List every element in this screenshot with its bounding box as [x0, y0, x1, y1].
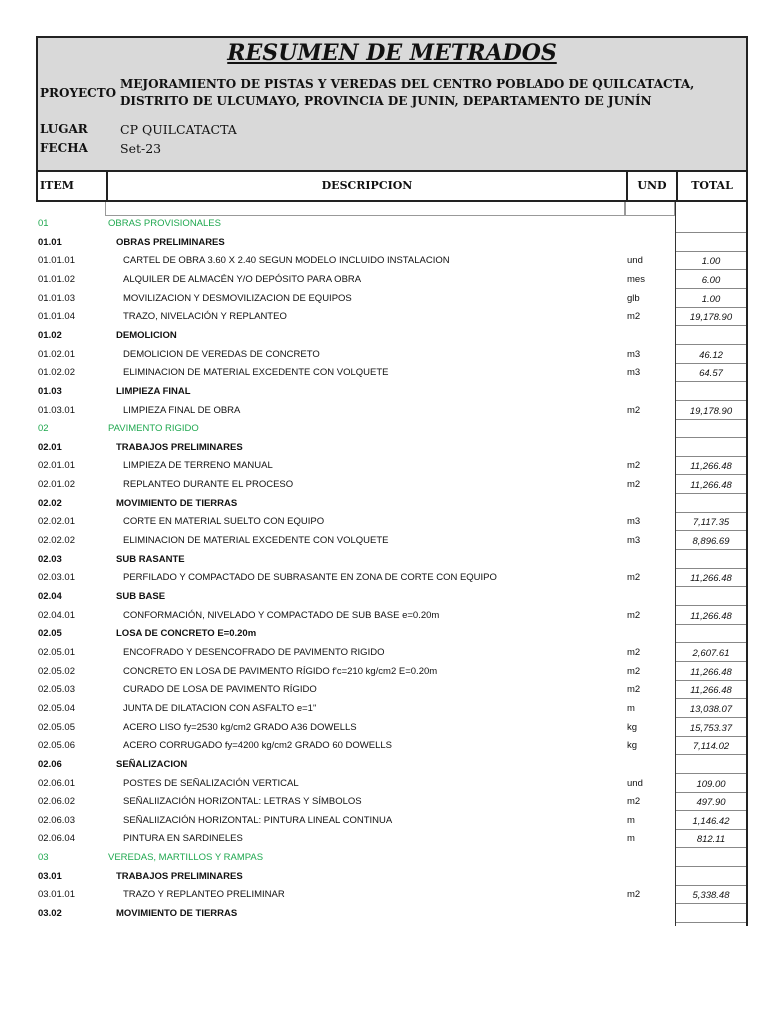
item-unit: m2: [627, 479, 641, 491]
item-unit: mes: [627, 273, 645, 285]
item-unit: kg: [627, 721, 638, 733]
item-code: 01.02.02: [38, 367, 75, 379]
item-description: CONFORMACIÓN, NIVELADO Y COMPACTADO DE SUB BASE e=0.20m: [123, 609, 440, 621]
document-header: [36, 36, 748, 172]
proyecto-label: PROYECTO: [40, 86, 117, 100]
item-description: DEMOLICION DE VEREDAS DE CONCRETO: [123, 348, 320, 360]
table-row: [0, 252, 768, 270]
item-total: 11,266.48: [676, 683, 746, 699]
item-unit: m2: [627, 796, 641, 808]
blank-spacer-cell: [625, 202, 675, 216]
item-unit: m2: [627, 684, 641, 696]
table-row: [0, 308, 768, 326]
item-code: 03.01: [38, 870, 62, 882]
item-unit: m2: [627, 404, 641, 416]
item-description: CORTE EN MATERIAL SUELTO CON EQUIPO: [123, 516, 325, 528]
item-code: 02.03: [38, 553, 62, 565]
item-code: 01.01.01: [38, 255, 75, 267]
item-total: [676, 870, 746, 886]
item-code: 02.03.01: [38, 572, 75, 584]
table-row: [0, 513, 768, 531]
table-row: [0, 886, 768, 904]
item-description: ACERO CORRUGADO fy=4200 kg/cm2 GRADO 60 DOWELLS: [123, 740, 392, 752]
fecha-value: Set-23: [120, 141, 162, 156]
item-total: 13,038.07: [676, 702, 746, 718]
item-description: OBRAS PRELIMINARES: [116, 236, 225, 248]
item-total: 2,607.61: [676, 646, 746, 662]
item-description: SEÑALIIZACIÓN HORIZONTAL: LETRAS Y SÍMBOLOS: [123, 796, 362, 808]
table-row: [0, 271, 768, 289]
document-title: RESUMEN DE METRADOS: [227, 40, 557, 66]
table-row: [0, 681, 768, 699]
item-description: TRABAJOS PRELIMINARES: [116, 870, 243, 882]
lugar-value: CP QUILCATACTA: [120, 122, 237, 137]
item-total: 11,266.48: [676, 478, 746, 494]
item-code: 01.03.01: [38, 404, 75, 416]
item-code: 02.05: [38, 628, 62, 640]
table-row: [0, 439, 768, 457]
table-row: [0, 607, 768, 625]
item-description: ELIMINACION DE MATERIAL EXCEDENTE CON VOLQUETE: [123, 367, 389, 379]
item-code: 01.03: [38, 385, 62, 397]
item-total: [676, 385, 746, 401]
item-code: 02.02.01: [38, 516, 75, 528]
item-unit: m: [627, 833, 635, 845]
item-code: 02.05.05: [38, 721, 75, 733]
item-code: 01.01.03: [38, 292, 75, 304]
item-total: 11,266.48: [676, 609, 746, 625]
item-code: 02.04.01: [38, 609, 75, 621]
item-description: TRAZO, NIVELACIÓN Y REPLANTEO: [123, 311, 287, 323]
item-description: POSTES DE SEÑALIZACIÓN VERTICAL: [123, 777, 299, 789]
item-total: 7,114.02: [676, 739, 746, 755]
col-item: ITEM: [40, 179, 74, 192]
table-row: [0, 737, 768, 755]
item-total: 7,117.35: [676, 515, 746, 531]
item-total: 46.12: [676, 348, 746, 364]
item-description: VEREDAS, MARTILLOS Y RAMPAS: [108, 852, 264, 864]
table-row: [0, 327, 768, 345]
item-description: SUB BASE: [116, 591, 166, 602]
item-description: JUNTA DE DILATACION CON ASFALTO e=1": [123, 702, 317, 714]
item-total: 64.57: [676, 366, 746, 382]
item-total: 1,146.42: [676, 814, 746, 830]
item-description: DEMOLICION: [116, 329, 177, 341]
item-unit: kg: [627, 740, 638, 752]
item-description: ELIMINACION DE MATERIAL EXCEDENTE CON VOLQUETE: [123, 535, 389, 547]
item-description: LOSA DE CONCRETO E=0.20m: [116, 628, 257, 640]
item-total: 11,266.48: [676, 571, 746, 587]
item-description: CARTEL DE OBRA 3.60 X 2.40 SEGUN MODELO INCLUIDO INSTALACION: [123, 255, 450, 267]
item-code: 02.01.01: [38, 460, 75, 472]
item-total: 6.00: [676, 273, 746, 289]
item-description: LIMPIEZA FINAL: [116, 385, 191, 397]
table-row: [0, 625, 768, 643]
item-code: 01.01: [38, 236, 62, 248]
item-unit: m2: [627, 311, 641, 323]
item-total: 497.90: [676, 795, 746, 811]
item-total: [676, 851, 746, 867]
item-total: 109.00: [676, 777, 746, 793]
item-code: 02.02: [38, 497, 62, 509]
item-code: 02.06.04: [38, 833, 75, 845]
item-total: [676, 590, 746, 606]
item-total: 5,338.48: [676, 888, 746, 904]
table-row: [0, 495, 768, 513]
item-code: 02: [38, 423, 49, 435]
item-code: 02.01: [38, 441, 62, 453]
item-description: PAVIMENTO RIGIDO: [108, 423, 199, 435]
table-row: [0, 849, 768, 867]
item-description: SEÑALIIZACIÓN HORIZONTAL: PINTURA LINEAL CONTINUA: [123, 814, 393, 826]
item-unit: m2: [627, 665, 641, 677]
item-total: 19,178.90: [676, 310, 746, 326]
proyecto-value: MEJORAMIENTO DE PISTAS Y VEREDAS DEL CENTRO POBLADO DE QUILCATACTA, DISTRITO DE ULCUMAYO, PROVINCIA DE JUNIN, DEPARTAMENTO DE JUNÍN: [120, 77, 695, 108]
item-description: LIMPIEZA FINAL DE OBRA: [123, 404, 241, 416]
item-code: 02.04: [38, 591, 62, 602]
item-total: 11,266.48: [676, 665, 746, 681]
item-total: [676, 758, 746, 774]
item-unit: m3: [627, 367, 641, 379]
item-unit: m2: [627, 460, 641, 472]
table-row: [0, 793, 768, 811]
table-row: [0, 830, 768, 848]
item-unit: m2: [627, 646, 641, 658]
item-code: 02.06.03: [38, 814, 75, 826]
item-description: TRAZO Y REPLANTEO PRELIMINAR: [123, 889, 285, 901]
item-code: 02.05.02: [38, 665, 75, 677]
table-row: [0, 663, 768, 681]
item-total: 1.00: [676, 254, 746, 270]
column-header-row: [36, 172, 748, 202]
table-row: [0, 868, 768, 886]
item-description: CURADO DE LOSA DE PAVIMENTO RÍGIDO: [123, 684, 317, 696]
table-row: [0, 420, 768, 438]
table-row: [0, 700, 768, 718]
item-description: MOVILIZACION Y DESMOVILIZACION DE EQUIPOS: [123, 292, 352, 304]
item-description: REPLANTEO DURANTE EL PROCESO: [123, 479, 294, 491]
table-row: [0, 215, 768, 233]
item-code: 02.01.02: [38, 479, 75, 491]
item-total: [676, 236, 746, 252]
item-code: 02.06: [38, 758, 62, 770]
item-description: PINTURA EN SARDINELES: [123, 833, 243, 845]
item-total: 812.11: [676, 832, 746, 848]
item-total: [676, 907, 746, 923]
item-unit: m2: [627, 889, 641, 901]
item-description: ACERO LISO fy=2530 kg/cm2 GRADO A36 DOWELLS: [123, 721, 357, 733]
item-total: [676, 217, 746, 233]
table-row: [0, 569, 768, 587]
table-row: [0, 234, 768, 252]
item-description: ENCOFRADO Y DESENCOFRADO DE PAVIMENTO RIGIDO: [123, 646, 385, 658]
item-code: 02.02.02: [38, 535, 75, 547]
table-row: [0, 290, 768, 308]
table-row: [0, 588, 768, 606]
item-total: [676, 441, 746, 457]
item-description: SUB RASANTE: [116, 553, 185, 565]
item-description: MOVIMIENTO DE TIERRAS: [116, 497, 238, 509]
item-total: [676, 422, 746, 438]
item-description: CONCRETO EN LOSA DE PAVIMENTO RÍGIDO f'c=210 kg/cm2 E=0.20m: [123, 665, 438, 677]
item-unit: m: [627, 702, 635, 714]
table-row: [0, 812, 768, 830]
item-unit: m: [627, 814, 635, 826]
table-row: [0, 476, 768, 494]
table-row: [0, 402, 768, 420]
blank-spacer-cell: [105, 202, 625, 216]
table-row: [0, 532, 768, 550]
item-description: TRABAJOS PRELIMINARES: [116, 441, 243, 453]
item-code: 02.05.06: [38, 740, 75, 752]
item-code: 01.01.04: [38, 311, 75, 323]
item-code: 02.05.04: [38, 702, 75, 714]
table-row: [0, 364, 768, 382]
item-unit: glb: [627, 292, 640, 304]
item-unit: m3: [627, 348, 641, 360]
item-description: LIMPIEZA DE TERRENO MANUAL: [123, 460, 273, 472]
item-total: 11,266.48: [676, 459, 746, 475]
item-code: 02.06.02: [38, 796, 75, 808]
table-row: [0, 383, 768, 401]
item-total: 19,178.90: [676, 404, 746, 420]
item-code: 01.01.02: [38, 273, 75, 285]
item-code: 01: [38, 218, 49, 229]
table-row: [0, 775, 768, 793]
item-code: 02.05.03: [38, 684, 75, 696]
item-code: 02.06.01: [38, 777, 75, 789]
item-total: 1.00: [676, 292, 746, 308]
item-code: 03.01.01: [38, 889, 75, 901]
col-total: TOTAL: [691, 179, 733, 192]
table-row: [0, 346, 768, 364]
item-unit: m2: [627, 572, 641, 584]
item-unit: und: [627, 255, 643, 267]
table-row: [0, 644, 768, 662]
lugar-label: LUGAR: [40, 122, 88, 136]
fecha-label: FECHA: [40, 141, 88, 155]
item-code: 03.02: [38, 908, 62, 920]
item-code: 03: [38, 852, 49, 864]
item-total: [676, 497, 746, 513]
item-total: [676, 329, 746, 345]
item-unit: m3: [627, 535, 641, 547]
table-row: [0, 756, 768, 774]
item-description: ALQUILER DE ALMACÉN Y/O DEPÓSITO PARA OBRA: [123, 273, 362, 285]
item-description: PERFILADO Y COMPACTADO DE SUBRASANTE EN ZONA DE CORTE CON EQUIPO: [123, 572, 497, 584]
col-descripcion: DESCRIPCION: [321, 179, 413, 192]
item-total: [676, 553, 746, 569]
item-total: 8,896.69: [676, 534, 746, 550]
item-description: SEÑALIZACION: [116, 758, 188, 770]
item-description: MOVIMIENTO DE TIERRAS: [116, 908, 238, 920]
item-code: 02.05.01: [38, 646, 75, 658]
table-row: [0, 551, 768, 569]
item-code: 01.02: [38, 329, 62, 341]
item-unit: m3: [627, 516, 641, 528]
item-code: 01.02.01: [38, 348, 75, 360]
item-total: 15,753.37: [676, 721, 746, 737]
item-total: [676, 627, 746, 643]
item-description: OBRAS PROVISIONALES: [108, 218, 221, 229]
item-unit: und: [627, 777, 643, 789]
item-unit: m2: [627, 609, 641, 621]
table-row: [0, 905, 768, 923]
table-row: [0, 457, 768, 475]
table-row: [0, 719, 768, 737]
col-und: UND: [637, 179, 667, 192]
